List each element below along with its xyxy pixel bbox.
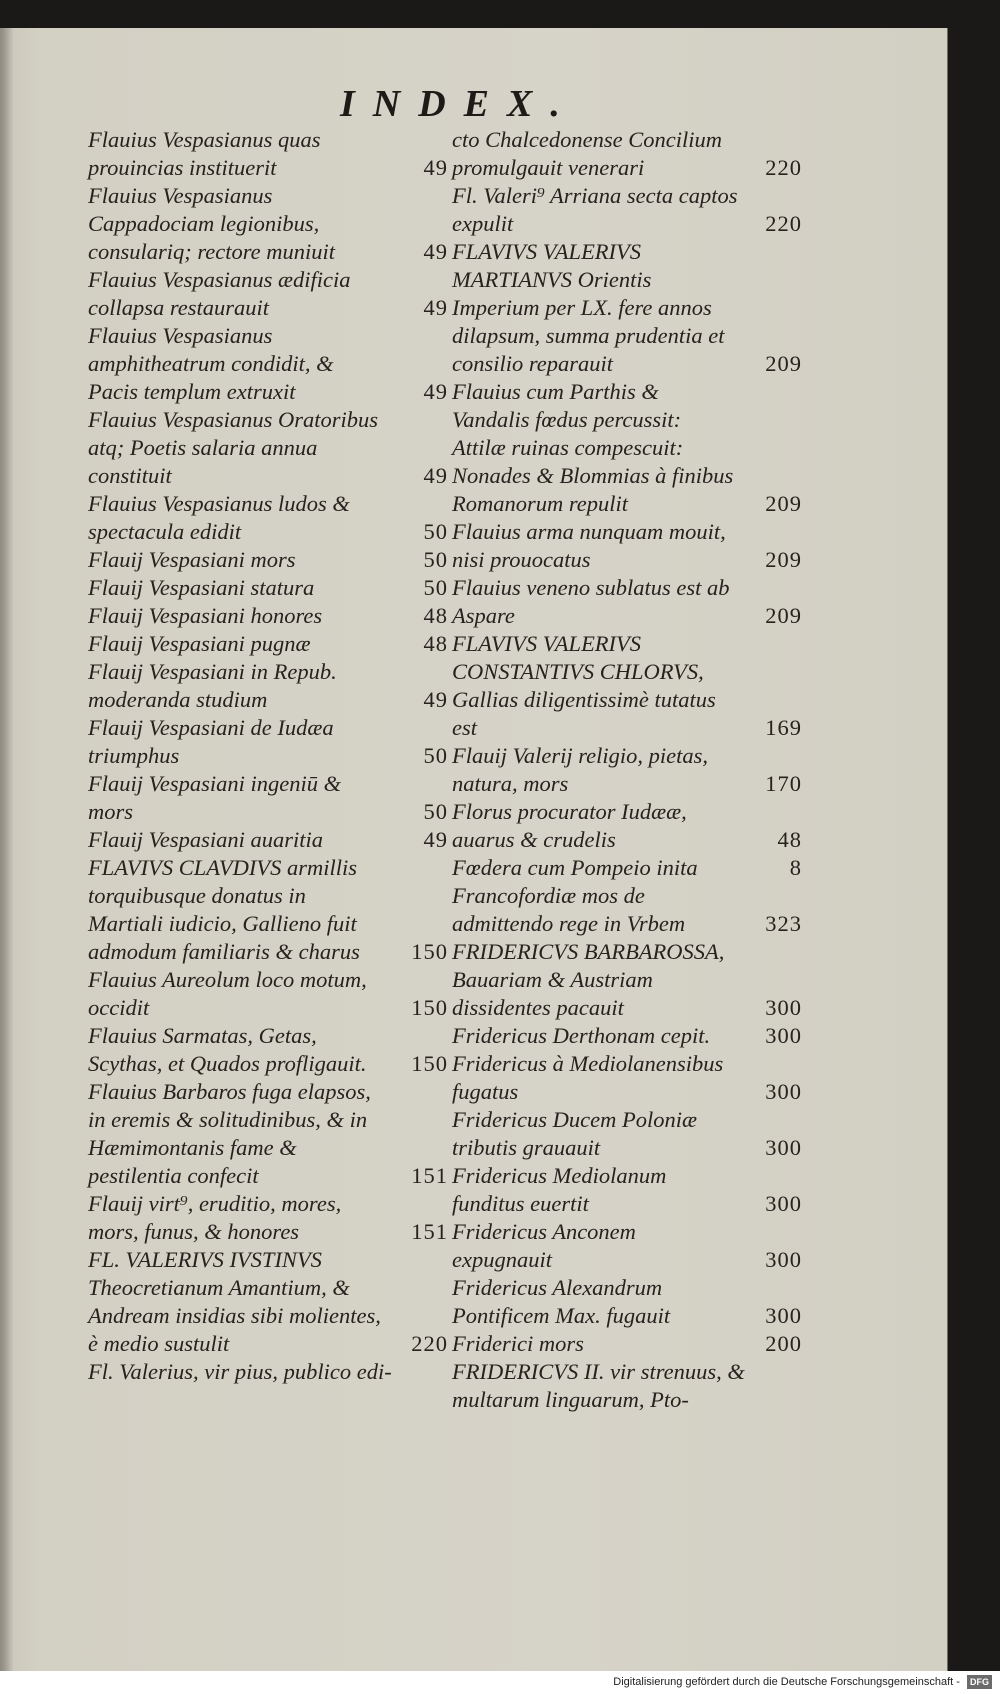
index-entry: [452, 630, 802, 742]
index-entry-text: Flauij Vespasiani honores: [88, 603, 323, 628]
index-entry-page: 151: [411, 1163, 448, 1188]
index-entry-text: Flauij Vespasiani in Repub. moderanda studium: [88, 659, 337, 712]
index-entry-page: 50: [423, 743, 448, 768]
index-entry-page: 49: [423, 379, 448, 404]
index-entry: [452, 518, 802, 574]
index-entry-page: 300: [765, 1023, 802, 1048]
index-entry-text: Flauij Vespasiani mors: [88, 547, 296, 572]
index-entry-page: 50: [423, 799, 448, 824]
index-entry: [452, 1106, 802, 1162]
index-entry-text: Flauius Sarmatas, Getas, Scythas, et Quados profligauit.: [88, 1023, 367, 1076]
index-entry-text: Flauij Vespasiani de Iudæa triumphus: [88, 715, 334, 768]
index-entry-page: 49: [423, 155, 448, 180]
index-entry-page: 209: [765, 603, 802, 628]
index-entry: [88, 406, 448, 490]
index-entry-text: Flauij Vespasiani statura: [88, 575, 315, 600]
index-entry: [452, 1022, 802, 1050]
index-entry-text: cto Chalcedonense Concilium promulgauit venerari: [452, 127, 722, 180]
index-entry-page: 48: [423, 631, 448, 656]
index-entry-text: Flauius Barbaros fuga elapsos, in eremis & solitudinibus, & in Hæmimontanis fame & pestilentia confecit: [88, 1079, 371, 1188]
index-entry: [88, 714, 448, 770]
index-entry-text: Flauius arma nunquam mouit, nisi prouocatus: [452, 519, 726, 572]
index-entry-page: 209: [765, 351, 802, 376]
index-entry: [452, 126, 802, 182]
index-entry: [88, 546, 448, 574]
index-entry-page: 48: [777, 827, 802, 852]
index-entry: [88, 658, 448, 714]
index-entry-page: 8: [789, 855, 802, 880]
index-entry-page: 151: [411, 1219, 448, 1244]
index-entry-page: 49: [423, 239, 448, 264]
index-entry-text: FL. VALERIVS IVSTINVS Theocretianum Amantium, & Andream insidias sibi molientes, è medio sustulit: [88, 1247, 381, 1356]
index-entry-page: 49: [423, 827, 448, 852]
index-entry: [88, 1078, 448, 1190]
index-entry-text: Flauius Vespasianus ædificia collapsa restaurauit: [88, 267, 351, 320]
footer-text: Digitalisierung gefördert durch die Deutsche Forschungsgemeinschaft -: [613, 1676, 960, 1688]
index-entry: [88, 1358, 448, 1386]
index-entry-text: FRIDERICVS BARBAROSSA, Bauariam & Austriam dissidentes pacauit: [452, 939, 725, 1020]
index-entry: [88, 182, 448, 266]
index-entry-text: FRIDERICVS II. vir strenuus, & multarum linguarum, Pto-: [452, 1359, 745, 1412]
index-entry: [452, 1218, 802, 1274]
index-entry: [452, 798, 802, 854]
index-entry: [88, 266, 448, 322]
index-entry-page: 200: [765, 1331, 802, 1356]
index-entry-text: Flauij Valerij religio, pietas, natura, mors: [452, 743, 709, 796]
index-entry-text: Fridericus Alexandrum Pontificem Max. fugauit: [452, 1275, 671, 1328]
index-entry-text: Flauij Vespasiani auaritia: [88, 827, 324, 852]
index-entry-page: 300: [765, 1303, 802, 1328]
index-entry-page: 50: [423, 575, 448, 600]
index-entry-page: 300: [765, 1135, 802, 1160]
index-entry-text: Fl. Valeri⁹ Arriana secta captos expulit: [452, 183, 738, 236]
index-entry: [452, 1162, 802, 1218]
index-entry: [452, 882, 802, 938]
index-entry: [452, 742, 802, 798]
index-entry-page: 48: [423, 603, 448, 628]
index-entry-page: 300: [765, 1191, 802, 1216]
index-entry: [88, 490, 448, 546]
index-entry-page: 169: [765, 715, 802, 740]
index-entry-page: 50: [423, 547, 448, 572]
index-entry-page: 150: [411, 939, 448, 964]
index-entry: [88, 630, 448, 658]
index-entry-text: Fridericus à Mediolanensibus fugatus: [452, 1051, 724, 1104]
index-entry-page: 170: [765, 771, 802, 796]
index-entry: [452, 378, 802, 518]
index-entry-text: Flauius Vespasianus Oratoribus atq; Poetis salaria annua constituit: [88, 407, 379, 488]
index-entry: [88, 854, 448, 966]
index-entry-page: 220: [765, 155, 802, 180]
page-header: INDEX.: [340, 83, 578, 125]
index-entry: [88, 770, 448, 826]
index-entry-page: 49: [423, 463, 448, 488]
index-entry-text: FLAVIVS VALERIVS MARTIANVS Orientis Imperium per LX. fere annos dilapsum, summa prudentia et consilio reparauit: [452, 239, 725, 376]
index-entry-page: 209: [765, 491, 802, 516]
index-entry-page: 323: [765, 911, 802, 936]
index-entry: [452, 574, 802, 630]
index-entry-page: 49: [423, 295, 448, 320]
index-entry-page: 300: [765, 1079, 802, 1104]
index-entry: [452, 938, 802, 1022]
index-entry: [88, 1022, 448, 1078]
index-entry: [88, 322, 448, 406]
index-entry-text: FLAVIVS VALERIVS CONSTANTIVS CHLORVS, Gallias diligentissimè tutatus est: [452, 631, 716, 740]
index-column-left: [88, 126, 448, 1386]
index-entry-text: Flauius Vespasianus amphitheatrum condidit, & Pacis templum extruxit: [88, 323, 334, 404]
index-entry-page: 300: [765, 1247, 802, 1272]
page-gutter-shadow: [0, 28, 14, 1671]
index-entry-text: Flauius Aureolum loco motum, occidit: [88, 967, 367, 1020]
index-entry-text: Fl. Valerius, vir pius, publico edi-: [88, 1359, 392, 1384]
index-entry-text: FLAVIVS CLAVDIVS armillis torquibusque donatus in Martiali iudicio, Gallieno fuit admodum familiaris & charus: [88, 855, 360, 964]
index-entry: [452, 1358, 802, 1414]
index-entry-text: Florus procurator Iudææ, auarus & crudelis: [452, 799, 687, 852]
index-entry: [88, 602, 448, 630]
index-entry: [452, 1330, 802, 1358]
index-entry-page: 300: [765, 995, 802, 1020]
index-entry: [452, 1050, 802, 1106]
index-entry-page: 49: [423, 687, 448, 712]
index-entry-text: Flauius Vespasianus quas prouincias instituerit: [88, 127, 321, 180]
index-entry: [88, 966, 448, 1022]
index-entry-text: Flauius Vespasianus Cappadociam legionibus, consulariq; rectore muniuit: [88, 183, 336, 264]
index-entry: [452, 182, 802, 238]
index-entry-text: Flauij virt⁹, eruditio, mores, mors, funus, & honores: [88, 1191, 342, 1244]
index-entry-text: Fœdera cum Pompeio inita: [452, 855, 698, 880]
index-entry: [88, 1190, 448, 1246]
index-entry-page: 150: [411, 1051, 448, 1076]
index-entry-page: 150: [411, 995, 448, 1020]
index-entry: [88, 574, 448, 602]
index-entry-page: 50: [423, 519, 448, 544]
index-entry-text: Flauius veneno sublatus est ab Aspare: [452, 575, 730, 628]
index-entry: [88, 126, 448, 182]
index-entry-text: Flauius Vespasianus ludos & spectacula edidit: [88, 491, 350, 544]
index-entry-text: Fridericus Mediolanum funditus euertit: [452, 1163, 667, 1216]
footer-credit: [0, 1671, 1000, 1694]
index-entry-text: Flauij Vespasiani pugnæ: [88, 631, 311, 656]
index-entry-page: 220: [765, 211, 802, 236]
index-entry-text: Flauius cum Parthis & Vandalis fœdus percussit: Attilæ ruinas compescuit: Nonades & Blommias à finibus Romanorum repulit: [452, 379, 734, 516]
index-entry-text: Fridericus Derthonam cepit.: [452, 1023, 711, 1048]
index-entry-text: Friderici mors: [452, 1331, 584, 1356]
dfg-logo: DFG: [967, 1675, 992, 1689]
index-entry: [452, 238, 802, 378]
index-entry: [452, 854, 802, 882]
index-entry-page: 209: [765, 547, 802, 572]
index-entry-text: Fridericus Ducem Poloniæ tributis grauauit: [452, 1107, 697, 1160]
index-entry: [88, 1246, 448, 1358]
index-entry: [88, 826, 448, 854]
index-entry-text: Fridericus Anconem expugnauit: [452, 1219, 636, 1272]
index-entry-text: Flauij Vespasiani ingeniū & mors: [88, 771, 342, 824]
index-column-right: [452, 126, 802, 1414]
index-entry-page: 220: [411, 1331, 448, 1356]
index-entry-text: Francofordiæ mos de admittendo rege in Vrbem: [452, 883, 686, 936]
index-entry: [452, 1274, 802, 1330]
